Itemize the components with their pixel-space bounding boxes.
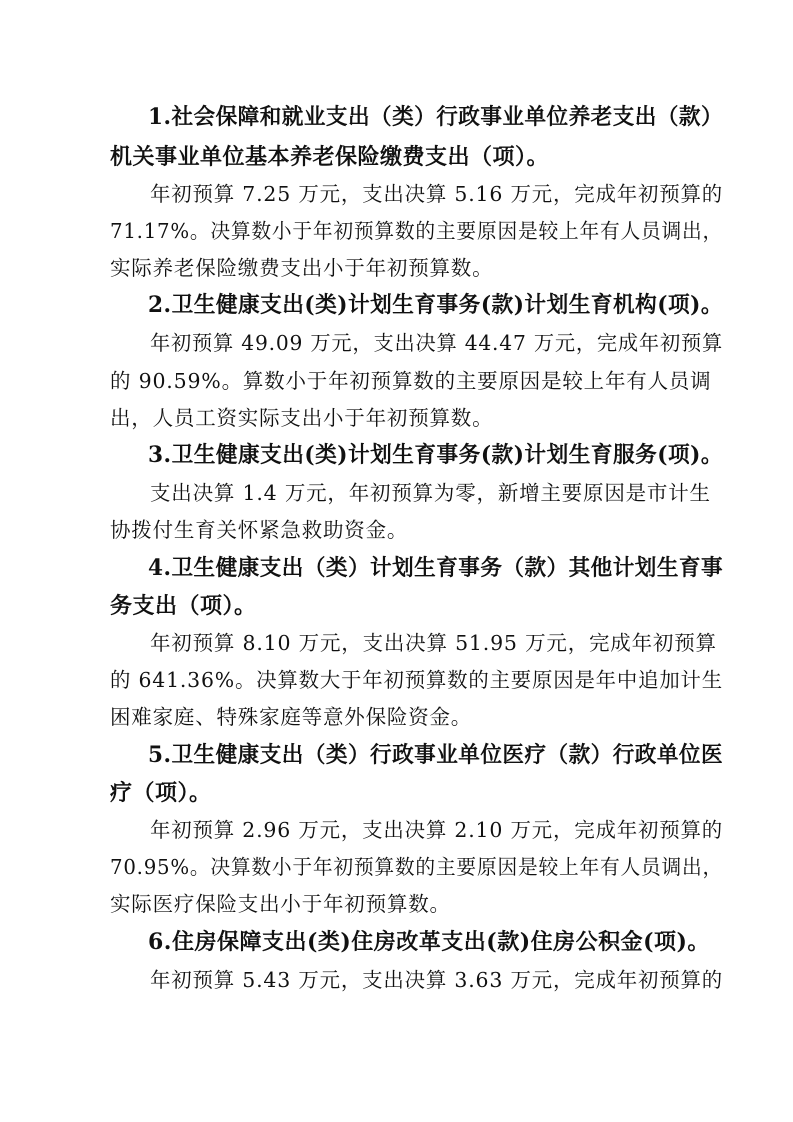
section-4-body-line-2: 的 641.36%。决算数大于年初预算数的主要原因是年中追加计生 (110, 668, 723, 692)
section-6-heading-line-1: 6.住房保障支出(类)住房改革支出(款)住房公积金(项)。 (148, 929, 710, 955)
section-3-body-line-1: 支出决算 1.4 万元，年初预算为零，新增主要原因是市计生 (150, 481, 711, 505)
section-4-body-line-1: 年初预算 8.10 万元，支出决算 51.95 万元，完成年初预算 (150, 631, 717, 655)
section-2-heading-line-1: 2.卫生健康支出(类)计划生育事务(款)计划生育机构(项)。 (148, 292, 723, 318)
section-3-body-line-2: 协拨付生育关怀紧急救助资金。 (110, 518, 409, 542)
section-4-body-line-3: 困难家庭、特殊家庭等意外保险资金。 (110, 705, 473, 729)
section-5-heading-line-1: 5.卫生健康支出（类）行政事业单位医疗（款）行政单位医 (148, 742, 723, 768)
section-2-body-line-3: 出，人员工资实际支出小于年初预算数。 (110, 406, 494, 430)
section-6-body-line-1: 年初预算 5.43 万元，支出决算 3.63 万元，完成年初预算的 (150, 968, 723, 992)
section-1-body-line-3: 实际养老保险缴费支出小于年初预算数。 (110, 256, 494, 280)
section-2-body-line-1: 年初预算 49.09 万元，支出决算 44.47 万元，完成年初预算 (150, 331, 723, 355)
section-2-body-line-2: 的 90.59%。算数小于年初预算数的主要原因是较上年有人员调 (110, 369, 712, 393)
section-1-body-line-1: 年初预算 7.25 万元，支出决算 5.16 万元，完成年初预算的 (150, 182, 723, 206)
section-4-heading-line-2: 务支出（项）。 (110, 593, 257, 619)
section-5-body-line-2: 70.95%。决算数小于年初预算数的主要原因是较上年有人员调出， (110, 855, 723, 879)
section-5-body-line-3: 实际医疗保险支出小于年初预算数。 (110, 892, 451, 916)
section-1-heading-line-1: 1.社会保障和就业支出（类）行政事业单位养老支出（款） (148, 104, 723, 130)
section-1-body-line-2: 71.17%。决算数小于年初预算数的主要原因是较上年有人员调出， (110, 219, 723, 243)
section-5-heading-line-2: 疗（项）。 (110, 780, 212, 806)
section-5-body-line-1: 年初预算 2.96 万元，支出决算 2.10 万元，完成年初预算的 (150, 818, 723, 842)
section-1-heading-line-2: 机关事业单位基本养老保险缴费支出（项）。 (110, 144, 550, 170)
section-3-heading-line-1: 3.卫生健康支出(类)计划生育事务(款)计划生育服务(项)。 (148, 442, 723, 468)
section-4-heading-line-1: 4.卫生健康支出（类）计划生育事务（款）其他计划生育事 (148, 555, 723, 581)
